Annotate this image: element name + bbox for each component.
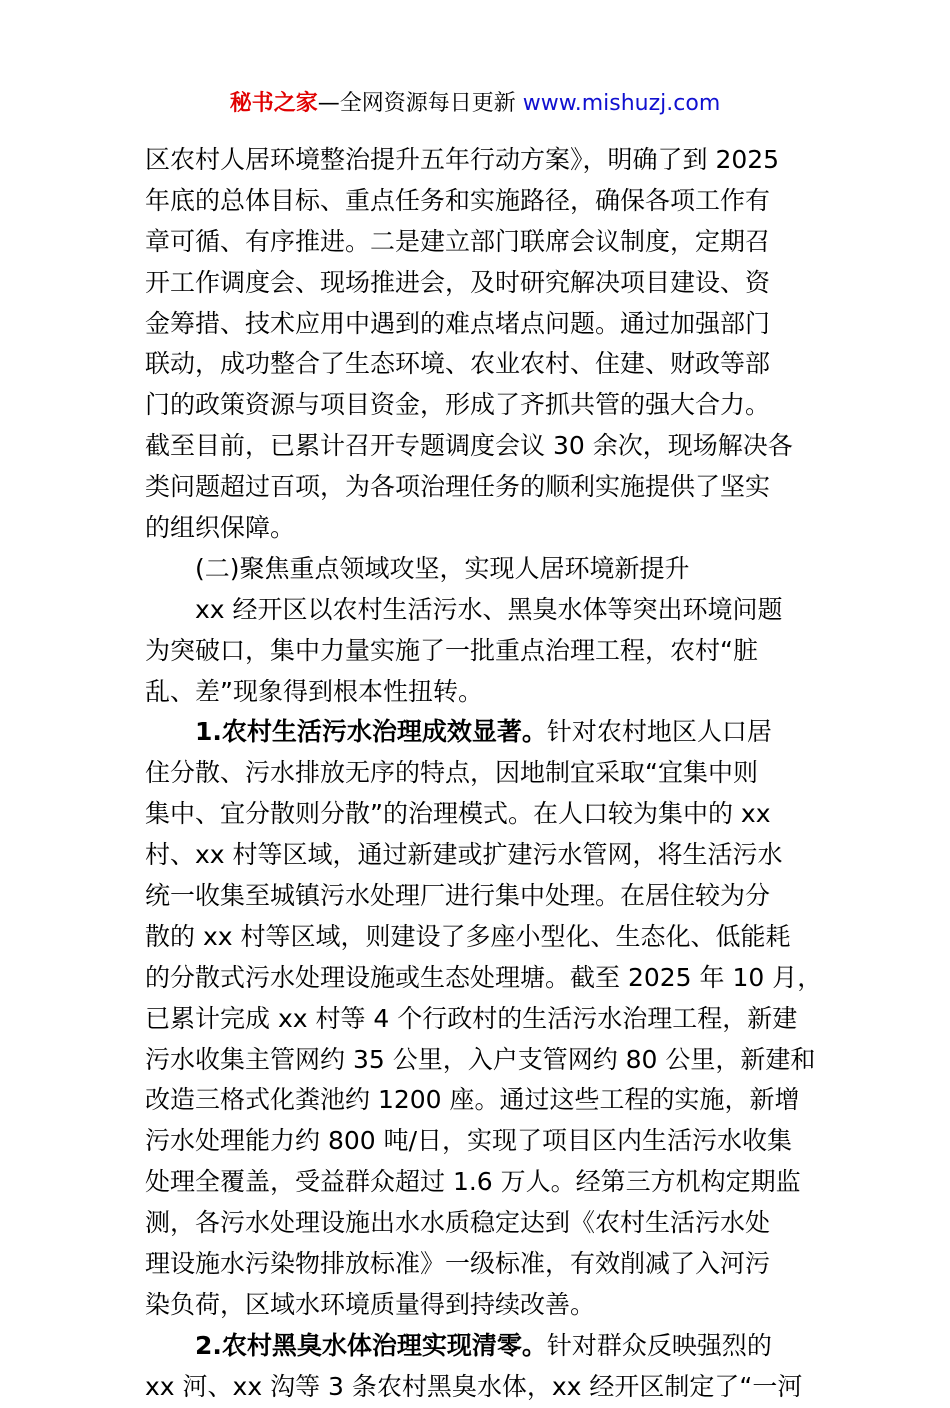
body-line: 处理全覆盖，受益群众超过 1.6 万人。经第三方机构定期监 — [145, 1167, 801, 1197]
body-line: 年底的总体目标、重点任务和实施路径，确保各项工作有 — [145, 185, 771, 215]
body-line: 集中、宜分散则分散”的治理模式。在人口较为集中的 xx — [145, 799, 771, 829]
body-line: xx 经开区以农村生活污水、黑臭水体等突出环境问题 — [195, 594, 783, 624]
body-line: 的分散式污水处理设施或生态处理塘。截至 2025 年 10 月， — [145, 962, 823, 992]
body-line: 类问题超过百项，为各项治理任务的顺利实施提供了坚实 — [145, 472, 771, 502]
body-line: 散的 xx 村等区域，则建设了多座小型化、生态化、低能耗 — [145, 921, 791, 951]
header-tagline: —全网资源每日更新 — [317, 91, 523, 116]
document-body — [145, 140, 823, 1408]
body-line: 测，各污水处理设施出水水质稳定达到《农村生活污水处 — [145, 1208, 771, 1238]
body-line: xx 河、xx 沟等 3 条农村黑臭水体，xx 经开区制定了“一河 — [145, 1371, 803, 1401]
body-line: 联动，成功整合了生态环境、农业农村、住建、财政等部 — [145, 349, 771, 379]
page-header — [0, 88, 950, 120]
section-heading: (二)聚焦重点领域攻坚，实现人居环境新提升 — [195, 553, 690, 583]
body-line: 开工作调度会、现场推进会，及时研究解决项目建设、资 — [145, 267, 771, 297]
body-line: 区农村人居环境整治提升五年行动方案》，明确了到 2025 — [145, 145, 780, 174]
body-line: 针对群众反映强烈的 — [546, 1330, 772, 1360]
body-line: 针对农村地区人口居 — [546, 717, 772, 747]
item-1-heading: 1.农村生活污水治理成效显著。 — [195, 717, 547, 747]
body-line: 为突破口，集中力量实施了一批重点治理工程，农村“脏 — [145, 635, 758, 665]
body-line: 污水处理能力约 800 吨/日，实现了项目区内生活污水收集 — [145, 1126, 793, 1156]
body-line: 已累计完成 xx 村等 4 个行政村的生活污水治理工程，新建 — [145, 1003, 798, 1033]
body-line: 污水收集主管网约 35 公里，入户支管网约 80 公里，新建和 — [145, 1044, 816, 1074]
paragraph-item-1 — [145, 712, 810, 753]
body-line: 改造三格式化粪池约 1200 座。通过这些工程的实施，新增 — [145, 1085, 800, 1115]
body-line: 理设施水污染物排放标准》一级标准，有效削减了入河污 — [145, 1249, 771, 1279]
body-line: 村、xx 村等区域，通过新建或扩建污水管网，将生活污水 — [145, 840, 783, 870]
body-line: 的组织保障。 — [145, 513, 296, 543]
body-line: 截至目前，已累计召开专题调度会议 30 余次，现场解决各 — [145, 431, 793, 461]
body-line: 住分散、污水排放无序的特点，因地制宜采取“宜集中则 — [145, 758, 758, 788]
body-line: 染负荷，区域水环境质量得到持续改善。 — [145, 1289, 596, 1319]
item-2-heading: 2.农村黑臭水体治理实现清零。 — [195, 1330, 547, 1360]
header-url-link[interactable]: www.mishuzj.com — [522, 91, 721, 116]
body-line: 乱、差”现象得到根本性扭转。 — [145, 676, 483, 706]
body-line: 章可循、有序推进。二是建立部门联席会议制度，定期召 — [145, 226, 771, 256]
header-brand: 秘书之家 — [229, 91, 318, 116]
body-line: 金筹措、技术应用中遇到的难点堵点问题。通过加强部门 — [145, 308, 771, 338]
paragraph-item-2 — [145, 1326, 810, 1367]
body-line: 统一收集至城镇污水处理厂进行集中处理。在居住较为分 — [145, 881, 771, 911]
body-line: 门的政策资源与项目资金，形成了齐抓共管的强大合力。 — [145, 390, 771, 420]
